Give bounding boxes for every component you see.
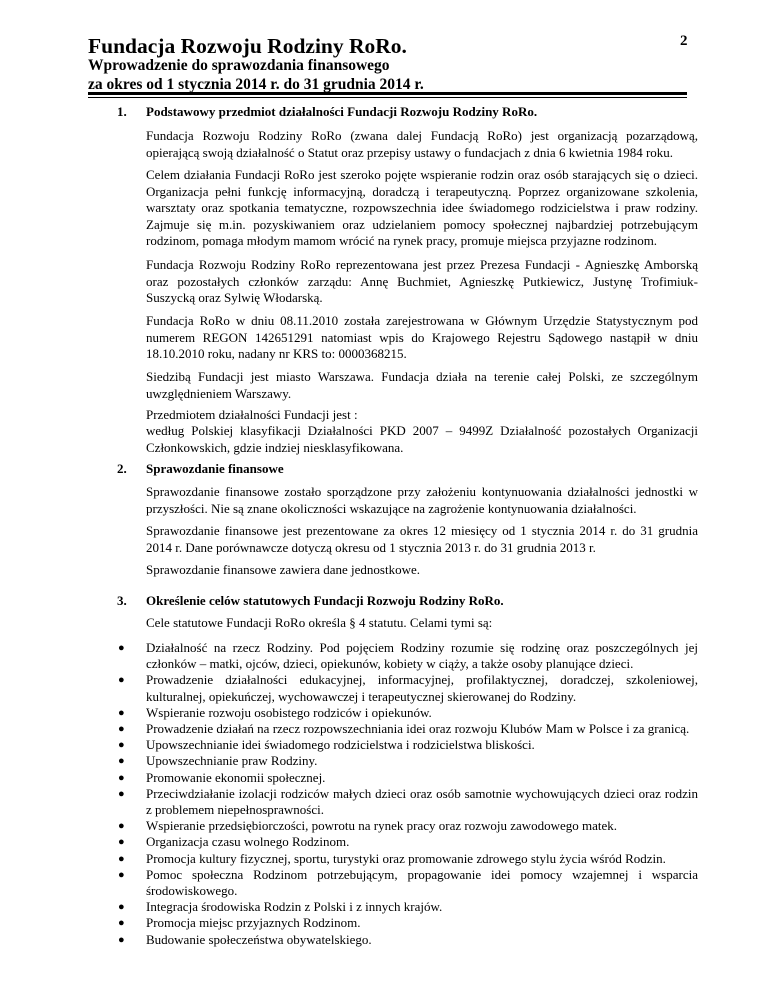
list-item: ● Przeciwdziałanie izolacji rodziców małych dzieci oraz osób samotnie wychowujących dzieci oraz rodzin z problemem niepełnosprawności. [118,785,698,818]
statutory-goals-list [118,640,698,948]
list-item: ● Integracja środowiska Rodzin z Polski i z innych krajów. [118,899,443,915]
section-1-paragraph-5: Siedzibą Fundacji jest miasto Warszawa. Fundacja działa na terenie całej Polski, ze szczególnym uwzględnieniem Warszawy. [146,369,698,401]
document-title: Fundacja Rozwoju Rodziny RoRo. [88,34,407,58]
bullet-icon: ● [118,723,125,736]
section-1-paragraph-3: Fundacja Rozwoju Rodziny RoRo reprezentowana jest przez Prezesa Fundacji - Agnieszkę Amborską oraz pozostałych członków zarządu: Annę Buchmiet, Agnieszkę Putkiewicz, Justynę Trofimiuk- Suszycką oraz Sylwię Włodarską. [146,257,698,305]
bullet-icon: ● [118,868,125,881]
list-item: ● Promowanie ekonomii społecznej. [118,769,326,785]
list-item: ● Prowadzenie działań na rzecz rozpowszechniania idei oraz rozwoju Klubów Mam w Polsce i za granicą. [118,721,690,737]
list-item: ● Promocja kultury fizycznej, sportu, turystyki oraz promowanie zdrowego stylu życia wśród Rodzin. [118,850,666,866]
bullet-icon: ● [118,901,125,914]
bullet-icon: ● [118,820,125,833]
section-2-paragraph-3: Sprawozdanie finansowe zawiera dane jednostkowe. [146,562,420,577]
header-rule-thick [88,92,687,95]
section-2-paragraph-2: Sprawozdanie finansowe jest prezentowane za okres 12 miesięcy od 1 stycznia 2014 r. do 31 grudnia 2014 r. Dane porównawcze dotyczą okresu od 1 stycznia 2013 r. do 31 grudnia 2013 r. [146,523,698,555]
list-item: ● Pomoc społeczna Rodzinom potrzebującym, propagowanie idei pomocy wzajemnej i wsparcia środowiskowego. [118,866,698,899]
list-item: ● Upowszechnianie idei świadomego rodzicielstwa i rodzicielstwa bliskości. [118,737,535,753]
bullet-icon: ● [118,787,125,800]
section-1-paragraph-6: Przedmiotem działalności Fundacji jest : [146,407,358,422]
bullet-icon: ● [118,917,125,930]
section-1-paragraph-4: Fundacja RoRo w dniu 08.11.2010 została zarejestrowana w Głównym Urzędzie Statystycznym pod numerem REGON 142651291 natomiast wpis do Krajowego Rejestru Sądowego nastąpił w dniu 18.10.2010 roku, nadany nr KRS to: 0000368215. [146,313,698,361]
bullet-icon: ● [118,674,125,687]
bullet-icon: ● [118,739,125,752]
list-item: ● Prowadzenie działalności edukacyjnej, informacyjnej, profilaktycznej, doradczej, szkoleniowej, kulturalnej, opiekuńczej, wychowawczej i terapeutycznej skierowanej do Rodziny. [118,672,698,704]
list-item: ● Budowanie społeczeństwa obywatelskiego. [118,931,372,947]
section-2-number: 2. [117,461,127,476]
section-2-paragraph-1: Sprawozdanie finansowe zostało sporządzone przy założeniu kontynuowania działalności jednostki w przyszłości. Nie są znane okoliczności wskazujące na zagrożenie kontynuowania działalności. [146,484,698,516]
section-2-title: Sprawozdanie finansowe [146,461,284,476]
section-1-number: 1. [117,104,127,119]
subtitle-line-2: za okres od 1 stycznia 2014 r. do 31 grudnia 2014 r. [88,75,424,93]
section-3-number: 3. [117,593,127,608]
section-1-paragraph-1: Fundacja Rozwoju Rodziny RoRo (zwana dalej Fundacją RoRo) jest organizacją pozarządową, opierającą swoją działalność o Statut oraz przepisy ustawy o fundacjach z dnia 6 kwietnia 1984 roku. [146,128,698,160]
bullet-icon: ● [118,755,125,768]
list-item: ● Organizacja czasu wolnego Rodzinom. [118,834,350,850]
document-subtitle [88,57,424,94]
list-item: ● Wspieranie rozwoju osobistego rodziców i opiekunów. [118,704,432,720]
subtitle-line-1: Wprowadzenie do sprawozdania finansowego [88,57,390,74]
bullet-icon: ● [118,706,125,719]
section-1-title: Podstawowy przedmiot działalności Fundacji Rozwoju Rodziny RoRo. [146,104,538,119]
list-item: ● Promocja miejsc przyjaznych Rodzinom. [118,915,361,931]
bullet-icon: ● [118,771,125,784]
section-1-paragraph-7: według Polskiej klasyfikacji Działalności PKD 2007 – 9499Z Działalność pozostałych Organizacji Członkowskich, gdzie indziej niesklasyfikowana. [146,423,698,455]
page-number: 2 [680,33,688,49]
section-1-paragraph-2: Celem działania Fundacji RoRo jest szeroko pojęte wspieranie rodzin oraz osób starających się o dzieci. Organizacja pełni funkcję informacyjną, doradczą i terapeutyczną. Poprzez organizowane szkolenia, warsztaty oraz spotkania tematyczne, rozpowszechnia idee świadomego rodzicielstwa i praw rodziny. Zajmuje się m.in. pozyskiwaniem oraz udzielaniem pomocy społecznej najbardziej potrzebującym rodzinom, pomaga młodym mamom wrócić na rynek pracy, promuje miejsca przyjazne rodzinom. [146,167,698,248]
section-3-title: Określenie celów statutowych Fundacji Rozwoju Rodziny RoRo. [146,593,504,608]
bullet-icon: ● [118,852,125,865]
bullet-icon: ● [118,642,125,654]
list-item: ● Upowszechnianie praw Rodziny. [118,753,318,769]
list-item: ● Wspieranie przedsiębiorczości, powrotu na rynek pracy oraz rozwoju zawodowego matek. [118,818,618,834]
bullet-icon: ● [118,836,125,849]
header-rule-thin [88,97,687,98]
list-item: ● Działalność na rzecz Rodziny. Pod pojęciem Rodziny rozumie się rodzinę oraz poszczególnych jej członków – matki, ojców, dzieci, opiekunów, kobiety w ciąży, a także osoby planujące dzieci. [118,640,698,672]
bullet-icon: ● [118,933,125,946]
section-3-paragraph-1: Cele statutowe Fundacji RoRo określa § 4 statutu. Celami tymi są: [146,615,493,630]
